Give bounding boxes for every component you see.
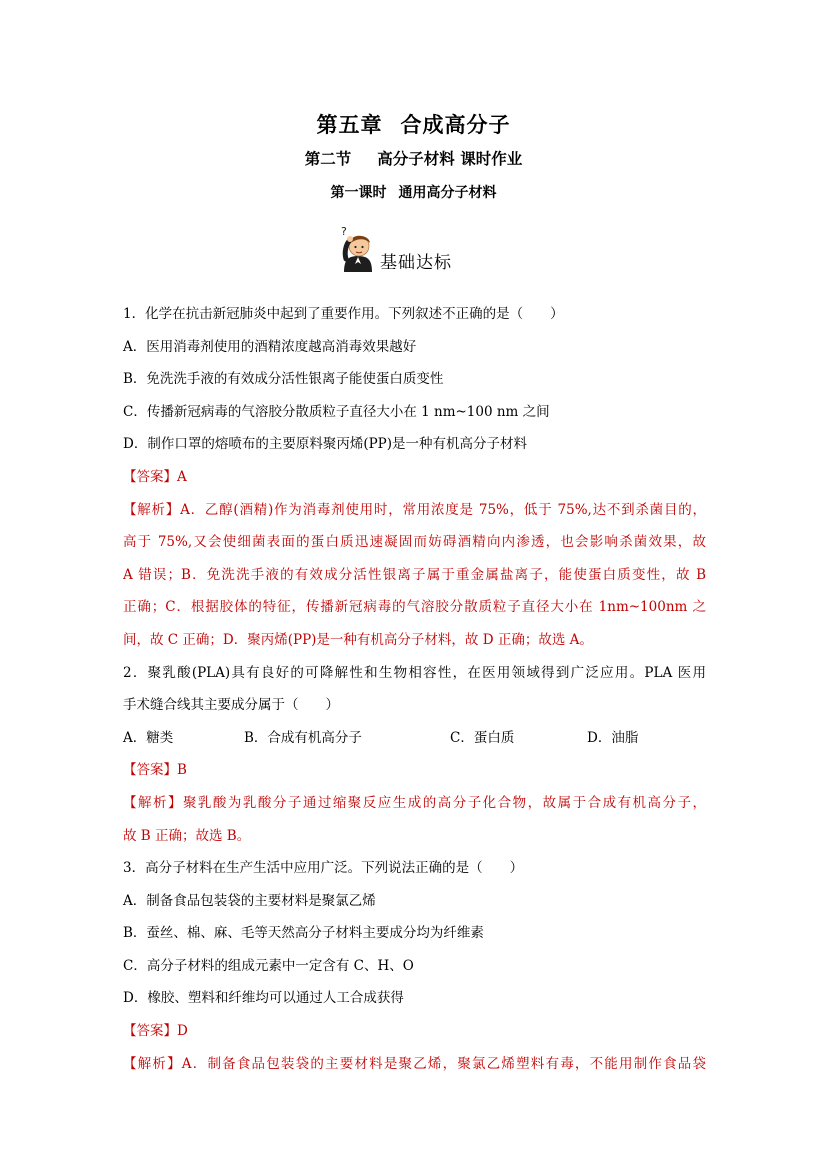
question-2-analysis-line: 【解析】聚乳酸为乳酸分子通过缩聚反应生成的高分子化合物，故属于合成有机高分子， — [123, 794, 706, 811]
badge-label: 基础达标 — [380, 253, 452, 273]
question-3-answer: 【答案】D — [123, 1023, 188, 1040]
section-badge — [338, 224, 452, 274]
question-1-option-a: A．医用消毒剂使用的酒精浓度越高消毒效果越好 — [123, 338, 417, 355]
question-1-analysis-line: 正确；C．根据胶体的特征，传播新冠病毒的气溶胶分散质粒子直径大小在 1nm~100nm 之 — [123, 599, 706, 616]
question-1-option-c: C．传播新冠病毒的气溶胶分散质粒子直径大小在 1 nm~100 nm 之间 — [123, 403, 550, 420]
question-3-option-d: D．橡胶、塑料和纤维均可以通过人工合成获得 — [123, 990, 404, 1007]
question-2-stem: 2．聚乳酸(PLA)具有良好的可降解性和生物相容性，在医用领域得到广泛应用。PLA 医用 — [123, 664, 706, 681]
question-2-option-c: C．蛋白质 — [450, 729, 515, 746]
thinking-student-icon — [338, 224, 378, 274]
question-1-stem: 1．化学在抗击新冠肺炎中起到了重要作用。下列叙述不正确的是（ ） — [123, 306, 564, 322]
question-3-option-b: B．蚕丝、棉、麻、毛等天然高分子材料主要成分均为纤维素 — [123, 925, 484, 942]
question-2-option-d: D．油脂 — [587, 729, 639, 746]
question-3-analysis-line: 【解析】A．制备食品包装袋的主要材料是聚乙烯，聚氯乙烯塑料有毒，不能用制作食品袋 — [123, 1055, 706, 1072]
question-3-option-a: A．制备食品包装袋的主要材料是聚氯乙烯 — [123, 892, 376, 909]
section-title — [0, 147, 827, 169]
question-1-option-b: B．免洗洗手液的有效成分活性银离子能使蛋白质变性 — [123, 371, 444, 388]
questions — [123, 298, 706, 1080]
svg-text:?: ? — [341, 225, 347, 238]
section-name: 高分子材料 课时作业 — [377, 149, 523, 168]
question-1-analysis-line: 高于 75%,又会使细菌表面的蛋白质迅速凝固而妨碍酒精向内渗透，也会影响杀菌效果，故 — [123, 534, 706, 551]
question-1-option-d: D．制作口罩的熔喷布的主要原料聚丙烯(PP)是一种有机高分子材料 — [123, 436, 528, 453]
question-2-analysis-line: 故 B 正确；故选 B。 — [123, 827, 251, 844]
lesson-number: 第一课时 — [330, 185, 387, 201]
question-3-stem: 3．高分子材料在生产生活中应用广泛。下列说法正确的是（ ） — [123, 860, 524, 877]
chapter-name: 合成高分子 — [400, 112, 511, 137]
question-2-stem: 手术缝合线其主要成分属于（ ） — [123, 697, 339, 714]
section-number: 第二节 — [304, 149, 352, 168]
question-1-analysis-line: 【解析】A．乙醇(酒精)作为消毒剂使用时，常用浓度是 75%，低于 75%,达不到杀菌目的， — [123, 501, 706, 518]
question-1-analysis-line: A 错误；B．免洗洗手液的有效成分活性银离子属于重金属盐离子，能使蛋白质变性，故 B — [123, 566, 706, 583]
question-1-analysis-line: 间，故 C 正确；D．聚丙烯(PP)是一种有机高分子材料，故 D 正确；故选 A。 — [123, 631, 593, 648]
question-1-answer: 【答案】A — [123, 468, 187, 485]
lesson-name: 通用高分子材料 — [398, 185, 497, 201]
question-3-option-c: C．高分子材料的组成元素中一定含有 C、H、O — [123, 957, 414, 974]
question-2-options — [123, 722, 706, 755]
question-2-answer: 【答案】B — [123, 762, 187, 779]
chapter-number: 第五章 — [316, 112, 383, 137]
chapter-title — [0, 109, 827, 139]
question-2-option-b: B．合成有机高分子 — [244, 729, 362, 746]
question-2-option-a: A．糖类 — [123, 729, 174, 746]
lesson-title — [0, 182, 827, 202]
